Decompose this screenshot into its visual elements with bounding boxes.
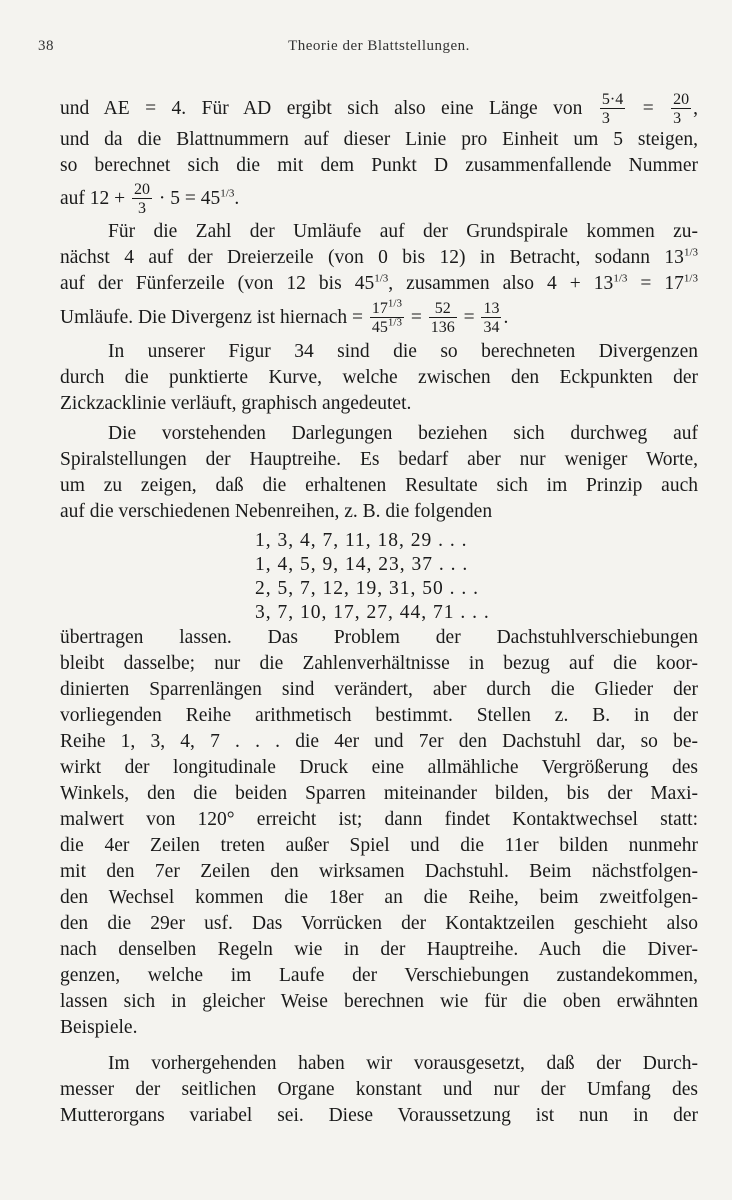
text-line: durch die punktierte Kurve, welche zwischen den Eckpunkten der xyxy=(60,367,698,389)
fraction: $\frac{20}{3}$ xyxy=(134,181,151,218)
number-sequences xyxy=(60,529,698,625)
text-line: genzen, welche im Laufe der Verschiebungen zustandekommen, xyxy=(60,965,698,987)
text-line: dinierten Sparrenlängen sind verändert, aber durch die Glieder der xyxy=(60,679,698,701)
fraction: $\frac{20}{3}$ xyxy=(673,91,690,128)
sequence-row: 2, 5, 7, 12, 19, 31, 50 . . . xyxy=(255,578,479,600)
text-line: nach denselben Regeln wie in der Hauptreihe. Auch die Diver- xyxy=(60,939,698,961)
paragraph-4 xyxy=(60,421,698,525)
paragraph-5 xyxy=(60,625,698,1041)
text-line: den Wechsel kommen die 18er an die Reihe, beim zweitfolgen- xyxy=(60,887,698,909)
text-line: Beispiele. xyxy=(60,1017,138,1039)
text-line: so berechnet sich die mit dem Punkt D zusammenfallende Nummer xyxy=(60,155,698,177)
text-line: Die vorstehenden Darlegungen beziehen sich durchweg auf xyxy=(108,423,698,445)
fraction: $\frac{52}{136}$ xyxy=(430,300,455,337)
text-line: auf 12 + $\frac{20}{3}$ · $5 = 45^{1/3}$. xyxy=(60,181,240,218)
text-line: auf die verschiedenen Nebenreihen, z. B. die folgenden xyxy=(60,501,493,523)
text-line: Reihe 1, 3, 4, 7 . . . die 4er und 7er den Dachstuhl dar, so be- xyxy=(60,731,698,753)
text-line: übertragen lassen. Das Problem der Dachstuhlverschiebungen xyxy=(60,627,698,649)
text-line: In unserer Figur 34 sind die so berechneten Divergenzen xyxy=(108,341,698,363)
book-page xyxy=(38,38,699,1129)
text-line: malwert von 120° erreicht ist; dann findet Kontaktwechsel statt: xyxy=(60,809,698,831)
text-line: und AE = 4. Für AD ergibt sich also eine Länge von $\frac{5\cdot 4}{3}$ = $\frac{20}{3}$ , xyxy=(60,91,699,128)
text-line: Für die Zahl der Umläufe auf der Grundspirale kommen zu- xyxy=(108,221,698,243)
paragraph-3 xyxy=(60,339,698,417)
sequence-row: 3, 7, 10, 17, 27, 44, 71 . . . xyxy=(255,602,490,624)
text-line: messer der seitlichen Organe konstant und nur der Umfang des xyxy=(60,1079,698,1101)
text-line: Spiralstellungen der Hauptreihe. Es bedarf aber nur weniger Worte, xyxy=(60,449,698,471)
text-line: Mutterorgans variabel sei. Diese Voraussetzung ist nun in der xyxy=(60,1105,698,1127)
page-header xyxy=(38,38,698,62)
paragraph-1 xyxy=(60,92,698,219)
text-line: nächst 4 auf der Dreierzeile (von 0 bis 12) in Betracht, sodann $13^{1/3}$ xyxy=(60,246,698,269)
sequence-row: 1, 3, 4, 7, 11, 18, 29 . . . xyxy=(255,530,468,552)
fraction: $\frac{17^{1/3}}{45^{1/3}}$ xyxy=(371,297,402,337)
text-line: vorliegenden Reihe arithmetisch bestimmt. Stellen z. B. in der xyxy=(60,705,698,727)
text-line: und da die Blattnummern auf dieser Linie pro Einheit um 5 steigen, xyxy=(60,129,698,151)
paragraph-6 xyxy=(60,1051,698,1129)
text-line: auf der Fünferzeile (von 12 bis $45^{1/3}$, zusammen also $4 + 13^{1/3} = 17^{1/3}$ xyxy=(60,272,698,295)
sequence-row: 1, 4, 5, 9, 14, 23, 37 . . . xyxy=(255,554,469,576)
text-line: bleibt dasselbe; nur die Zahlenverhältnisse in bezug auf die koor- xyxy=(60,653,698,675)
text-line: den die 29er usf. Das Vorrücken der Kontaktzeilen geschieht also xyxy=(60,913,698,935)
text-line: Im vorhergehenden haben wir vorausgesetzt, daß der Durch- xyxy=(108,1053,698,1075)
text-line: wirkt der longitudinale Druck eine allmähliche Vergrößerung des xyxy=(60,757,698,779)
text-line: Umläufe. Die Divergenz ist hiernach = $\frac{17^{1/3}}{45^{1/3}}$ = $\frac{52}{136}$ = $\frac{13}{34}$ . xyxy=(60,297,509,337)
text-line: mit den 7er Zeilen den wirksamen Dachstuhl. Beim nächstfolgen- xyxy=(60,861,698,883)
fraction: $\frac{5\cdot 4}{3}$ xyxy=(601,91,624,128)
fraction: $\frac{13}{34}$ xyxy=(483,300,500,337)
page-number: 38 xyxy=(38,38,54,54)
running-title: Theorie der Blattstellungen. xyxy=(288,38,470,54)
text-line: lassen sich in gleicher Weise berechnen wie für die oben erwähnten xyxy=(60,991,698,1013)
paragraph-2 xyxy=(60,219,698,339)
text-line: um zu zeigen, daß die erhaltenen Resultate sich im Prinzip auch xyxy=(60,475,698,497)
text-line: die 4er Zeilen treten außer Spiel und die 11er bilden nunmehr xyxy=(60,835,698,857)
text-line: Winkels, den die beiden Sparren miteinander bilden, bis der Maxi- xyxy=(60,783,698,805)
text-line: Zickzacklinie verläuft, graphisch angedeutet. xyxy=(60,393,412,415)
